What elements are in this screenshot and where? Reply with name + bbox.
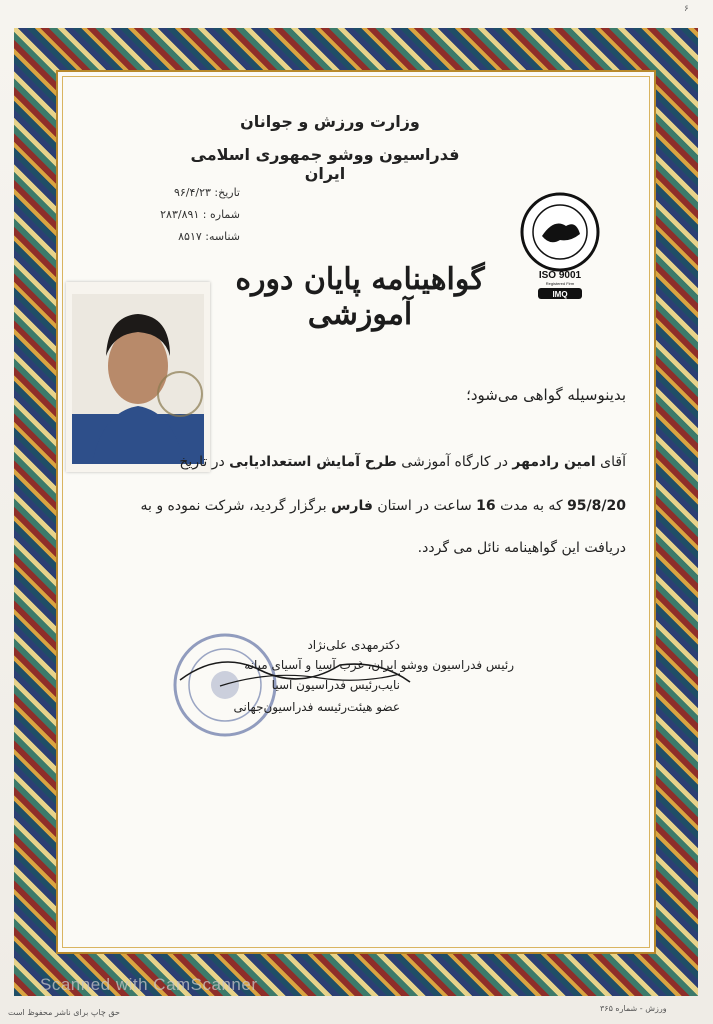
ministry-title: وزارت ورزش و جوانان xyxy=(240,112,420,131)
reference-number: شماره : ۲۸۳/۸۹۱ xyxy=(160,208,240,221)
body-line-3: دریافت این گواهینامه نائل می گردد. xyxy=(417,540,626,556)
body-line-1: آقای امین رادمهر در کارگاه آموزشی طرح آمایش استعدادیابی در تاریخ xyxy=(179,454,626,470)
scanner-watermark: Scanned with CamScanner xyxy=(40,975,258,994)
intro-text: بدینوسیله گواهی می‌شود؛ xyxy=(466,386,626,404)
page-number: ۶ xyxy=(684,4,689,14)
certificate-title: گواهینامه پایان دوره آموزشی xyxy=(235,262,485,332)
svg-text:IMQ: IMQ xyxy=(552,290,568,299)
course-name: طرح آمایش استعدادیابی xyxy=(229,454,397,470)
certificate-id: شناسه: ۸۵۱۷ xyxy=(178,230,240,243)
svg-text:ISO 9001: ISO 9001 xyxy=(538,270,582,281)
signatory-role-2: نایب‌رئیس فدراسیون آسیا xyxy=(271,678,400,692)
course-hours: 16 xyxy=(476,498,496,514)
svg-text:Registered Firm: Registered Firm xyxy=(545,281,575,286)
body-line-2: 95/8/20 که به مدت 16 ساعت در استان فارس برگزار گردید، شرکت نموده و به xyxy=(140,498,626,514)
signatory-role-3: عضو هیئت‌رئیسه فدراسیون‌جهانی xyxy=(233,700,400,714)
holder-name: امین رادمهر xyxy=(512,454,596,470)
footer-left-text: حق چاپ برای ناشر محفوظ است xyxy=(8,1008,120,1017)
issue-date: تاریخ: ۹۶/۴/۲۳ xyxy=(173,186,240,199)
signature xyxy=(160,640,420,700)
holder-photo xyxy=(66,282,210,472)
signatory-role-1: رئیس فدراسیون ووشو ایران، غرب آسیا و آسیای میانه xyxy=(244,658,514,672)
province-name: فارس xyxy=(331,498,373,514)
footer-right-text: ورزش - شماره ۳۶۵ xyxy=(600,1004,667,1013)
signatory-name: دکترمهدی علی‌نژاد xyxy=(307,638,400,652)
federation-title: فدراسیون ووشو جمهوری اسلامی ایران xyxy=(190,145,460,183)
course-date: 95/8/20 xyxy=(567,498,626,514)
